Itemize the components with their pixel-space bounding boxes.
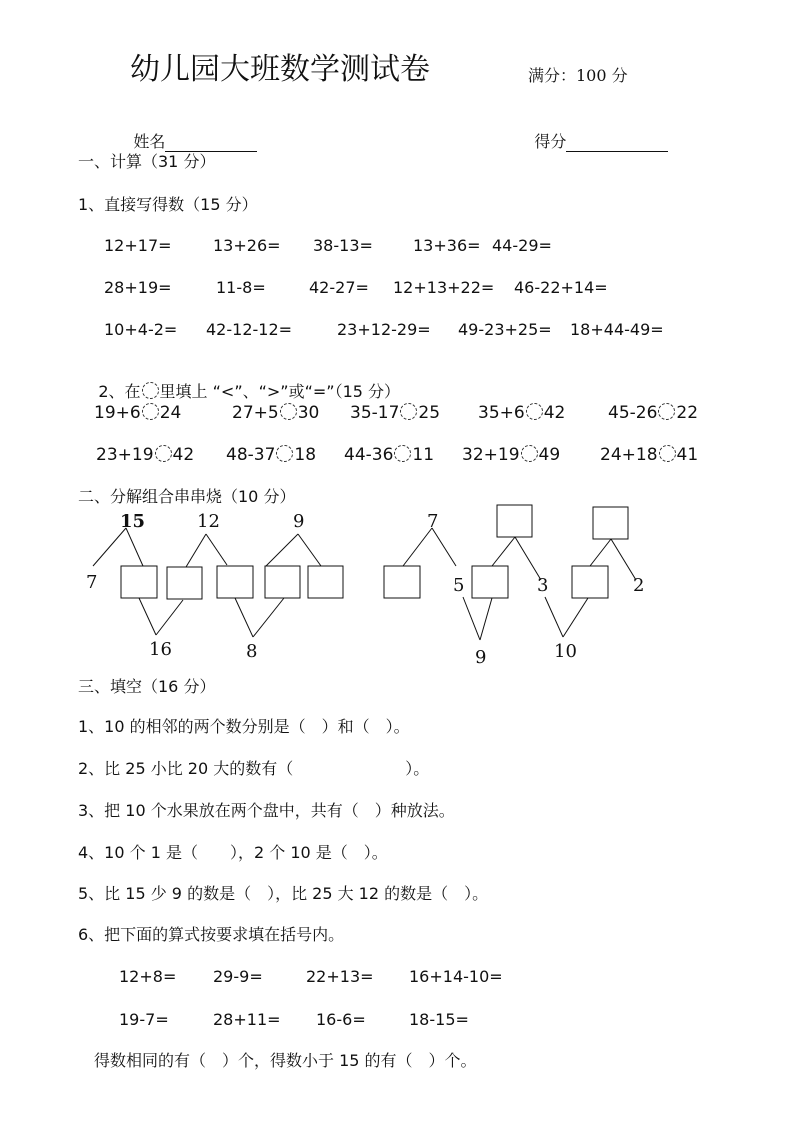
diagram-number: 9: [293, 511, 305, 532]
compare-item: 23+19 42: [96, 445, 195, 465]
diagram-line: [590, 539, 611, 566]
compare-item: 48-37 18: [226, 445, 317, 465]
heading-post: 里填上 “<”、“>”或“=”（15 分）: [159, 382, 401, 401]
compare-item: 35+6 42: [478, 403, 566, 423]
name-label: 姓名: [133, 132, 166, 151]
equation: 38-13=: [313, 236, 373, 255]
page-title: 幼儿园大班数学测试卷: [130, 52, 430, 87]
diagram-number: 3: [537, 575, 549, 596]
diagram-number: 7: [86, 572, 98, 593]
full-score: 满分：100 分: [528, 66, 628, 85]
diagram-line: [206, 534, 227, 565]
diagram-number: 2: [633, 575, 645, 596]
diagram-line: [563, 598, 588, 637]
diagram-number: 16: [149, 639, 172, 660]
diagram-line: [186, 534, 206, 567]
compare-item: 32+19 49: [462, 445, 561, 465]
diagram-number: 7: [427, 511, 439, 532]
equation: 12+17=: [104, 236, 172, 255]
equation: 42-27=: [309, 278, 369, 297]
fill-question: 1、10 的相邻的两个数分别是（ ）和（ ）。: [78, 717, 410, 736]
fill-question: 得数相同的有（ ）个，得数小于 15 的有（ ）个。: [94, 1051, 477, 1070]
answer-box: [384, 566, 420, 598]
diagram-line: [492, 537, 515, 566]
equation: 23+12-29=: [337, 320, 431, 339]
section-heading: 一、计算（31 分）: [78, 152, 216, 171]
question-heading: 1、直接写得数（15 分）: [78, 195, 258, 214]
compare-item: 45-26 22: [608, 403, 699, 423]
equation: 18-15=: [409, 1010, 469, 1029]
diagram-number: 12: [197, 511, 220, 532]
section-heading: 三、填空（16 分）: [78, 677, 216, 696]
diagram-line: [298, 534, 321, 566]
fill-question: 4、10 个 1 是（ ），2 个 10 是（ ）。: [78, 843, 388, 862]
equation: 13+36=: [413, 236, 481, 255]
diagram-number: 10: [554, 641, 577, 662]
equation: 44-29=: [492, 236, 552, 255]
equation: 18+44-49=: [570, 320, 664, 339]
answer-box: [472, 566, 508, 598]
equation: 12+13+22=: [393, 278, 495, 297]
equation: 16-6=: [316, 1010, 366, 1029]
equation: 19-7=: [119, 1010, 169, 1029]
compare-item: 24+18 41: [600, 445, 699, 465]
equation: 28+11=: [213, 1010, 281, 1029]
diagram-line: [545, 597, 563, 637]
diagram-line: [93, 528, 126, 566]
heading-pre: 2、在: [98, 382, 141, 401]
answer-box: [167, 567, 202, 599]
diagram-number: 15: [120, 511, 146, 532]
equation: 49-23+25=: [458, 320, 552, 339]
answer-box: [265, 566, 300, 598]
score-label: 得分: [534, 132, 567, 151]
compare-item: 19+6 24: [94, 403, 182, 423]
diagram-line: [432, 528, 456, 566]
fill-question: 2、比 25 小比 20 大的数有（ ）。: [78, 759, 430, 778]
diagram-line: [611, 539, 636, 580]
answer-box: [593, 507, 628, 539]
fill-question: 3、把 10 个水果放在两个盘中，共有（ ）种放法。: [78, 801, 455, 820]
diagram-line: [235, 598, 253, 637]
diagram-line: [253, 598, 284, 637]
fill-question: 5、比 15 少 9 的数是（ ），比 25 大 12 的数是（ ）。: [78, 884, 489, 903]
compare-item: 35-17 25: [350, 403, 441, 423]
diagram-number: 9: [475, 647, 487, 668]
fill-question: 6、把下面的算式按要求填在括号内。: [78, 925, 345, 944]
diagram-line: [403, 528, 432, 566]
answer-box: [217, 566, 253, 598]
diagram-number: 5: [453, 575, 465, 596]
compare-item: 44-36 11: [344, 445, 435, 465]
diagram-line: [139, 598, 156, 635]
equation: 29-9=: [213, 967, 263, 986]
equation: 46-22+14=: [514, 278, 608, 297]
equation: 11-8=: [216, 278, 266, 297]
diagram-line: [480, 598, 492, 640]
diagram-line: [126, 528, 143, 566]
section-heading: 二、分解组合串串烧（10 分）: [78, 487, 296, 506]
equation: 12+8=: [119, 967, 177, 986]
diagram-line: [463, 597, 480, 640]
answer-box: [121, 566, 157, 598]
answer-box: [572, 566, 608, 598]
equation: 13+26=: [213, 236, 281, 255]
diagram-line: [156, 600, 183, 635]
answer-box: [308, 566, 343, 598]
answer-box: [497, 505, 532, 537]
equation: 42-12-12=: [206, 320, 293, 339]
diagram-line: [515, 537, 541, 580]
diagram-line: [266, 534, 298, 566]
equation: 10+4-2=: [104, 320, 178, 339]
equation: 22+13=: [306, 967, 374, 986]
equation: 16+14-10=: [409, 967, 503, 986]
equation: 28+19=: [104, 278, 172, 297]
diagram-number: 8: [246, 641, 258, 662]
compare-item: 27+5 30: [232, 403, 320, 423]
